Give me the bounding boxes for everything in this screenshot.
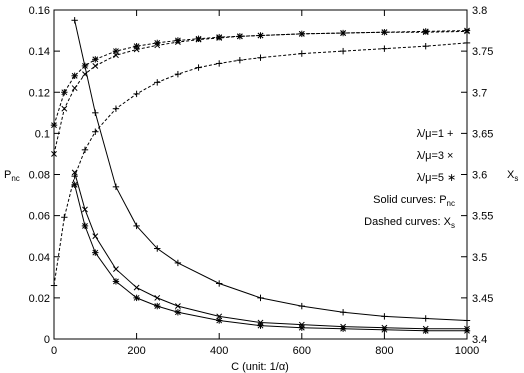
series-6-point (154, 40, 160, 46)
x-tick-label: 200 (127, 345, 146, 357)
series-line-3 (75, 185, 467, 331)
series-4-point (464, 40, 470, 46)
y-right-tick-label: 3.5 (472, 251, 488, 264)
y-left-tick-label: 0.02 (28, 292, 50, 305)
series-5-point (72, 86, 77, 91)
series-1-point (257, 295, 263, 301)
legend (364, 128, 456, 230)
y-left-tick-label: 0.12 (28, 87, 50, 100)
series-3-point (71, 182, 77, 188)
series-3-point (299, 324, 305, 330)
series-3-point (381, 327, 387, 333)
series-1-point (175, 260, 181, 266)
series-6-point (299, 31, 305, 37)
series-3-point (257, 322, 263, 328)
series-6-point (61, 89, 67, 95)
series-5-point (93, 63, 98, 68)
y-left-tick-label: 0.16 (28, 5, 50, 17)
series-4-point (237, 57, 243, 63)
series-2-point (113, 267, 118, 272)
series-line-4 (54, 43, 467, 286)
series-6-point (257, 32, 263, 38)
y-left-tick-label: 0.08 (28, 169, 50, 182)
series-4-point (133, 91, 139, 97)
series-4-point (381, 45, 387, 51)
series-3-point (464, 328, 470, 334)
y-right-tick-label: 3.8 (472, 5, 488, 17)
series-4-point (51, 282, 57, 288)
y-right-tick-label: 3.6 (472, 169, 488, 182)
series-3-point (423, 328, 429, 334)
series-4-point (61, 214, 67, 220)
y-left-tick-label: 0.1 (34, 128, 50, 141)
y-right-tick-label: 3.45 (472, 292, 494, 305)
y-axis-right-label (507, 169, 518, 183)
series-1-point (340, 309, 346, 315)
x-tick-label: 800 (375, 345, 394, 357)
series-1-point (92, 110, 98, 116)
legend-entry-2-marker: × (447, 150, 454, 162)
series-6-point (51, 122, 57, 128)
legend-entry-3-marker: ∗ (447, 172, 457, 184)
series-3-point (92, 249, 98, 255)
series-4-point (216, 60, 222, 66)
series-4-point (71, 173, 77, 179)
y-axis-left-label (4, 169, 20, 183)
series-6-point (175, 37, 181, 43)
series-2-point (93, 234, 98, 239)
y-right-tick-label: 3.65 (472, 128, 494, 141)
series-1-point (299, 303, 305, 309)
series-3-point (340, 326, 346, 332)
series-1-point (464, 317, 470, 323)
x-tick-label: 400 (210, 345, 229, 357)
series-4-point (340, 48, 346, 54)
series-1-point (381, 313, 387, 319)
series-6-point (237, 33, 243, 39)
series-6-point (82, 63, 88, 69)
series-6-point (464, 27, 470, 33)
markers-layer (51, 17, 470, 334)
x-tick-label: 1000 (454, 345, 480, 357)
series-6-point (423, 28, 429, 34)
y-right-tick-label: 3.4 (472, 334, 488, 346)
y-left-tick-label: 0.06 (28, 210, 50, 223)
series-3-point (216, 317, 222, 323)
series-1-point (423, 315, 429, 321)
series-4-point (299, 50, 305, 56)
y-axis-left-label-sub: nc (11, 174, 20, 183)
series-line-1 (75, 20, 467, 320)
y-right-tick-label: 3.7 (472, 87, 488, 100)
series-4-point (154, 79, 160, 85)
series-4-point (92, 129, 98, 135)
y-axis-left-label-main: P (4, 169, 12, 181)
series-3-point (82, 223, 88, 229)
series-2-point (134, 285, 139, 290)
x-axis-label: C (unit: 1/α) (231, 361, 289, 373)
series-1-point (216, 280, 222, 286)
note-solid-curves: Solid curves: $P_{nc}$ (373, 194, 455, 208)
x-tick-label: 0 (50, 345, 58, 357)
series-6-point (71, 73, 77, 79)
series-3-point (133, 295, 139, 301)
legend-entry-3-label: λ/μ=5 (416, 172, 444, 184)
y-left-tick-label: 0 (43, 334, 50, 346)
series-3-point (175, 309, 181, 315)
y-axis-right-label-sub: s (514, 174, 519, 183)
series-3-point (154, 303, 160, 309)
series-4-point (195, 64, 201, 70)
series-4-point (113, 106, 119, 112)
note-dashed-curves: Dashed curves: $X_s$ (364, 216, 455, 230)
series-4-point (82, 147, 88, 153)
series-6-point (340, 30, 346, 36)
y-right-tick-label: 3.75 (472, 46, 494, 59)
series-6-point (216, 34, 222, 40)
legend-entry-2-label: λ/μ=3 (416, 150, 444, 162)
series-1-point (71, 17, 77, 23)
x-tick-label: 600 (292, 345, 311, 357)
y-right-tick-label: 3.55 (472, 210, 494, 223)
series-4-point (423, 43, 429, 49)
legend-entry-1-label: λ/μ=1 (416, 128, 444, 140)
y-left-tick-label: 0.04 (28, 251, 50, 264)
series-6-point (133, 43, 139, 49)
y-left-tick-label: 0.14 (28, 46, 50, 59)
series-2-point (155, 295, 160, 300)
series-4-point (257, 55, 263, 61)
series-6-point (113, 48, 119, 54)
series-6-point (92, 56, 98, 62)
legend-entry-1-marker: + (447, 128, 454, 140)
series-4-point (175, 71, 181, 77)
series-1-point (113, 184, 119, 190)
series-6-point (381, 29, 387, 35)
series-5-point (62, 106, 67, 111)
y-axis-right-label-main: X (507, 169, 515, 181)
series-3-point (113, 278, 119, 284)
series-6-point (195, 36, 201, 42)
